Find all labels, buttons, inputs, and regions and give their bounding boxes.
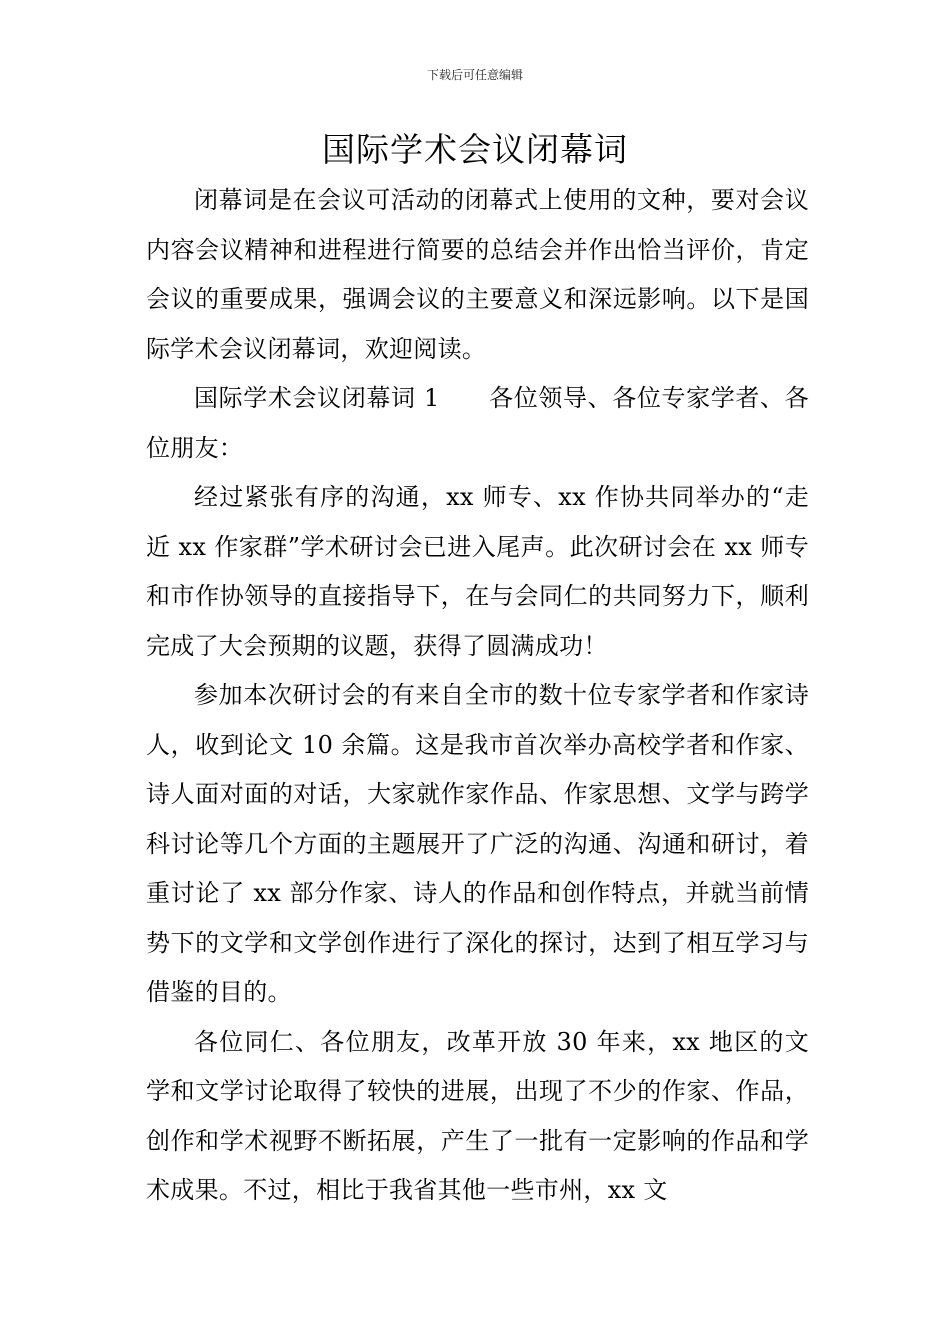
header-note: 下载后可任意编辑 [426, 68, 523, 82]
document-body [146, 176, 809, 1216]
document-title: 国际学术会议闭幕词 [322, 130, 628, 169]
paragraph-symposium: 经过紧张有序的沟通，xx 师专、xx 作协共同举办的“走近 xx 作家群”学术研讨会已进入尾声。此次研讨会在 xx 师专和市作协领导的直接指导下，在与会同仁的共同努力下，顺利完成了大会预期的议题，获得了圆满成功！ [146, 483, 809, 660]
paragraph-progress: 各位同仁、各位朋友，改革开放 30 年来，xx 地区的文学和文学讨论取得了较快的进展，出现了不少的作家、作品，创作和学术视野不断拓展，产生了一批有一定影响的作品和学术成果。不过，相比于我省其他一些市州，xx 文 [146, 1027, 809, 1204]
paragraph-participants: 参加本次研讨会的有来自全市的数十位专家学者和作家诗人，收到论文 10 余篇。这是我市首次举办高校学者和作家、诗人面对面的对话，大家就作家作品、作家思想、文学与跨学科讨论等几个方面的主题展开了广泛的沟通、沟通和研讨，着重讨论了 xx 部分作家、诗人的作品和创作特点，并就当前情势下的文学和文学创作进行了深化的探讨，达到了相互学习与借鉴的目的。 [146, 681, 809, 1006]
paragraph-intro: 闭幕词是在会议可活动的闭幕式上使用的文种，要对会议内容会议精神和进程进行简要的总结会并作出恰当评价，肯定会议的重要成果，强调会议的主要意义和深远影响。以下是国际学术会议闭幕词，欢迎阅读。 [146, 186, 809, 363]
paragraph-greeting: 国际学术会议闭幕词 1 各位领导、各位专家学者、各位朋友： [146, 384, 809, 462]
